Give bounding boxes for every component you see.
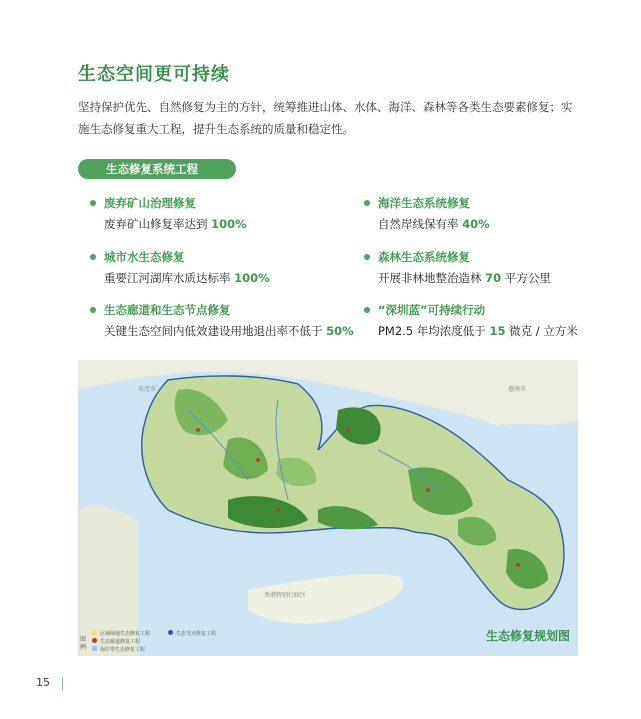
item-heading: 生态廊道和生态节点修复 xyxy=(104,303,231,317)
item-value: 70 xyxy=(485,271,502,285)
item-heading: “深圳蓝”可持续行动 xyxy=(378,303,486,317)
legend-swatch xyxy=(92,638,97,643)
item-value: 15 xyxy=(489,324,506,338)
item-desc: 废弃矿山修复率达到 100% xyxy=(104,217,247,231)
ecological-restoration-map xyxy=(78,360,578,656)
intro-paragraph: 坚持保护优先、自然修复为主的方针，统筹推进山体、水体、海洋、森林等各类生态要素修复；实施生态修复重大工程，提升生态系统的质量和稳定性。 xyxy=(78,100,573,136)
item-heading: 森林生态系统修复 xyxy=(378,250,470,264)
item-forest-restoration xyxy=(378,249,638,287)
item-heading: 海洋生态系统修复 xyxy=(378,196,470,210)
item-mine-restoration xyxy=(104,195,364,233)
bullet-icon xyxy=(90,254,96,260)
item-water-restoration xyxy=(104,249,364,287)
item-heading: 城市水生态修复 xyxy=(104,250,185,264)
legend-swatch xyxy=(92,630,97,635)
legend-entry: 生态廊道修复工程 xyxy=(92,638,140,645)
map-caption: 生态修复规划图 xyxy=(485,629,570,643)
item-desc: 关键生态空间内低效建设用地退出率不低于 50% xyxy=(104,324,354,338)
legend-swatch xyxy=(92,646,97,651)
item-value: 100% xyxy=(234,271,270,285)
map-label-hongkong: 香港特别行政区 xyxy=(264,592,307,599)
map-legend xyxy=(78,622,478,656)
item-heading: 废弃矿山治理修复 xyxy=(104,196,196,210)
bullet-icon xyxy=(90,307,96,313)
item-value: 40% xyxy=(462,217,490,231)
map-label-huizhou: 惠州市 xyxy=(508,386,527,393)
bullet-icon xyxy=(364,200,370,206)
item-corridor-restoration xyxy=(104,302,374,340)
bullet-icon xyxy=(364,254,370,260)
item-desc: 自然岸线保有率 40% xyxy=(378,217,490,231)
item-value: 100% xyxy=(211,217,247,231)
page-title: 生态空间更可持续 xyxy=(78,64,230,85)
legend-swatch xyxy=(168,630,173,635)
map-graphic xyxy=(78,360,578,656)
item-desc: PM2.5 年均浓度低于 15 微克 / 立方米 xyxy=(378,324,578,338)
item-value: 50% xyxy=(326,324,354,338)
page-divider xyxy=(62,678,63,690)
legend-label: 图例 xyxy=(80,636,87,651)
page-number: 15 xyxy=(36,676,50,689)
item-desc: 开展非林地整治造林 70 平方公里 xyxy=(378,271,551,285)
bullet-icon xyxy=(364,307,370,313)
item-desc: 重要江河湖库水质达标率 100% xyxy=(104,271,270,285)
legend-entry: 海岸带生态修复工程 xyxy=(92,646,145,653)
map-label-dongguan: 东莞市 xyxy=(138,386,157,393)
bullet-icon xyxy=(90,200,96,206)
item-blue-sky-action xyxy=(378,302,638,340)
legend-entry: 生态节点修复工程 xyxy=(168,630,216,637)
item-ocean-restoration xyxy=(378,195,638,233)
legend-entry: 区域绿地生态修复工程 xyxy=(92,630,150,637)
section-label: 生态修复系统工程 xyxy=(78,159,236,179)
